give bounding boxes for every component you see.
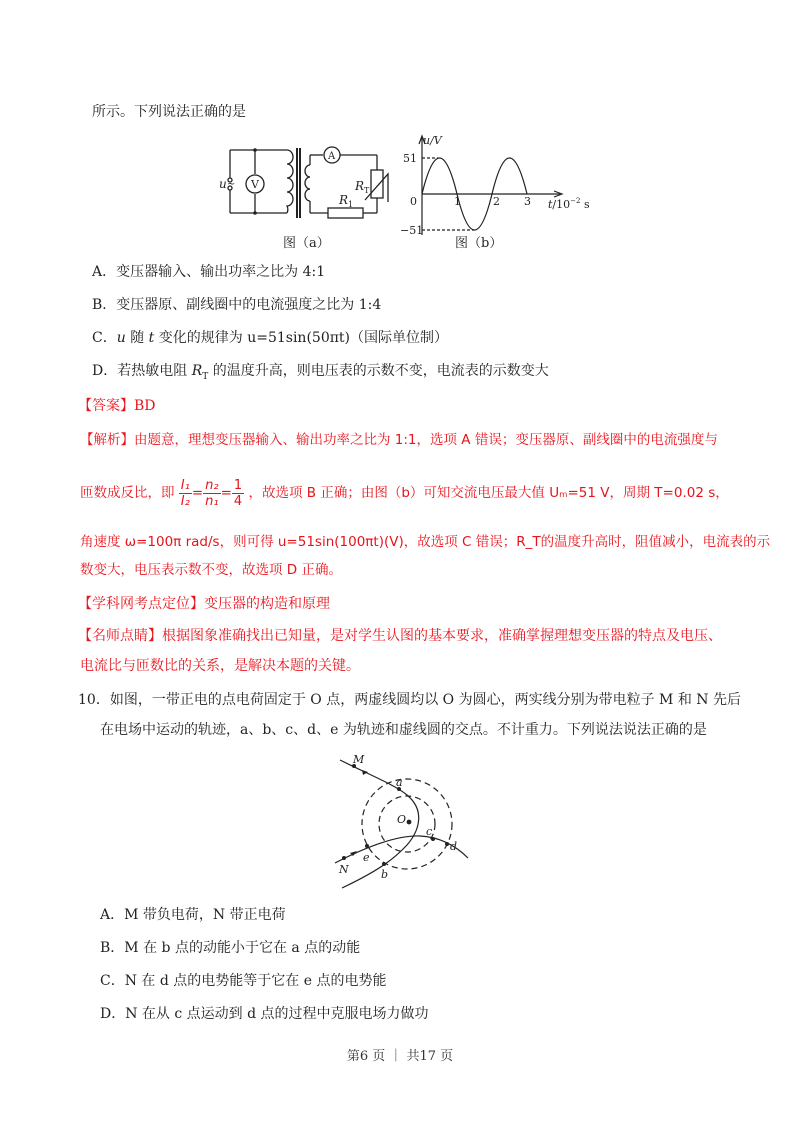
answer (78, 396, 156, 416)
answer-label: 【答案】 (78, 398, 134, 414)
figure-a-caption: 图（a） (283, 236, 330, 251)
q9-option-d[interactable]: D．若热敏电阻 $R_T$ 的温度升高，则电压表的示数不变，电流表的示数变大 (92, 363, 549, 382)
teacher-comment-line-2: 电流比与匝数比的关系，是解决本题的关键。 (80, 658, 360, 674)
svg-text:0: 0 (410, 195, 417, 208)
teacher-comment-line-1: 【名师点睛】根据图象准确找出已知量，是对学生认图的基本要求，准确掌握理想变压器的特点及电压、 (78, 628, 722, 644)
q9-option-c[interactable]: C．u 随 t 变化的规律为 u=51sin(50πt)（国际单位制） (92, 330, 449, 346)
field-trajectory-figure (310, 750, 490, 890)
q10-option-b[interactable]: B．M 在 b 点的动能小于它在 a 点的动能 (100, 940, 361, 956)
question-10-line-1: 10．如图，一带正电的点电荷固定于 O 点，两虚线圆均以 O 为圆心，两实线分别为带电粒子 M 和 N 先后 (78, 692, 741, 708)
question-stem-tail: 所示。下列说法正确的是 (92, 104, 246, 120)
page-footer: 第6 页 ｜ 共17 页 (346, 1049, 454, 1064)
svg-text:~: ~ (227, 179, 236, 190)
q10-option-d[interactable]: D．N 在从 c 点运动到 d 点的过程中克服电场力做功 (100, 1006, 429, 1022)
x-axis-label: $t/10^{-2}$ s (548, 197, 590, 211)
answer-value: BD (134, 398, 156, 414)
question-10-line-2: 在电场中运动的轨迹，a、b、c、d、e 为轨迹和虚线圆的交点。不计重力。下列说法说法正确的是 (100, 722, 707, 738)
circuit-diagram-figure-a (205, 130, 395, 225)
voltmeter-label: V (251, 178, 259, 191)
analysis-line-3: 角速度 ω=100π rad/s，则可得 u=51sin(100πt)(V)，故选项 C 错误；R_T的温度升高时，阻值减小，电流表的示 (80, 534, 771, 550)
label-O: O (397, 813, 407, 826)
analysis-line-2: 匝数成反比，即 $\frac{\text{I₁}}{\text{I₂}}$ = $\frac{\text{n₂}}{\text{n₁}}$ = $\frac{1}{4}$ ，故选项 B 正确；由图（b）可知交流电压最大值 Uₘ=51 V，周期 T=0.02 s， (80, 477, 729, 509)
question-number: 10． (78, 692, 110, 708)
q10-option-a[interactable]: A．M 带负电荷，N 带正电荷 (100, 907, 286, 923)
label-N: N (339, 863, 349, 876)
thermistor-label: $R_T$ (355, 179, 370, 195)
analysis-label: 【解析】 (80, 432, 134, 448)
svg-text:1: 1 (454, 195, 461, 208)
label-M: M (353, 753, 365, 766)
label-d: d (450, 840, 458, 853)
label-a: a (396, 776, 403, 789)
q9-option-b[interactable]: B．变压器原、副线圈中的电流强度之比为 1:4 (92, 297, 382, 313)
label-e: e (363, 851, 370, 864)
svg-text:51: 51 (403, 152, 417, 165)
value-fraction: $\frac{1}{4}$ (233, 477, 243, 509)
svg-text:−51: −51 (400, 224, 424, 237)
label-b: b (381, 868, 389, 881)
figure-b-caption: 图（b） (455, 236, 503, 251)
resistor-label: $R_1$ (339, 193, 354, 209)
svg-text:3: 3 (524, 195, 531, 208)
q9-option-a[interactable]: A．变压器输入、输出功率之比为 4:1 (92, 264, 326, 280)
key-point: 【学科网考点定位】变压器的构造和原理 (78, 596, 330, 612)
current-ratio-fraction: $\frac{\text{I₁}}{\text{I₂}}$ (180, 477, 190, 509)
svg-text:2: 2 (493, 195, 500, 208)
q10-option-c[interactable]: C．N 在 d 点的电势能等于它在 e 点的电势能 (100, 973, 387, 989)
label-c: c (426, 825, 433, 838)
analysis-line-1: 【解析】由题意，理想变压器输入、输出功率之比为 1:1，选项 A 错误；变压器原、副线圈中的电流强度与 (80, 432, 718, 448)
turns-ratio-fraction: $\frac{\text{n₂}}{\text{n₁}}$ (205, 477, 219, 509)
source-label: u (219, 177, 227, 191)
ammeter-label: A (328, 151, 336, 162)
y-axis-label: u/V (423, 134, 442, 147)
voltage-graph-figure-b (400, 130, 600, 240)
analysis-line-4: 数变大，电压表示数不变，故选项 D 正确。 (80, 562, 342, 578)
